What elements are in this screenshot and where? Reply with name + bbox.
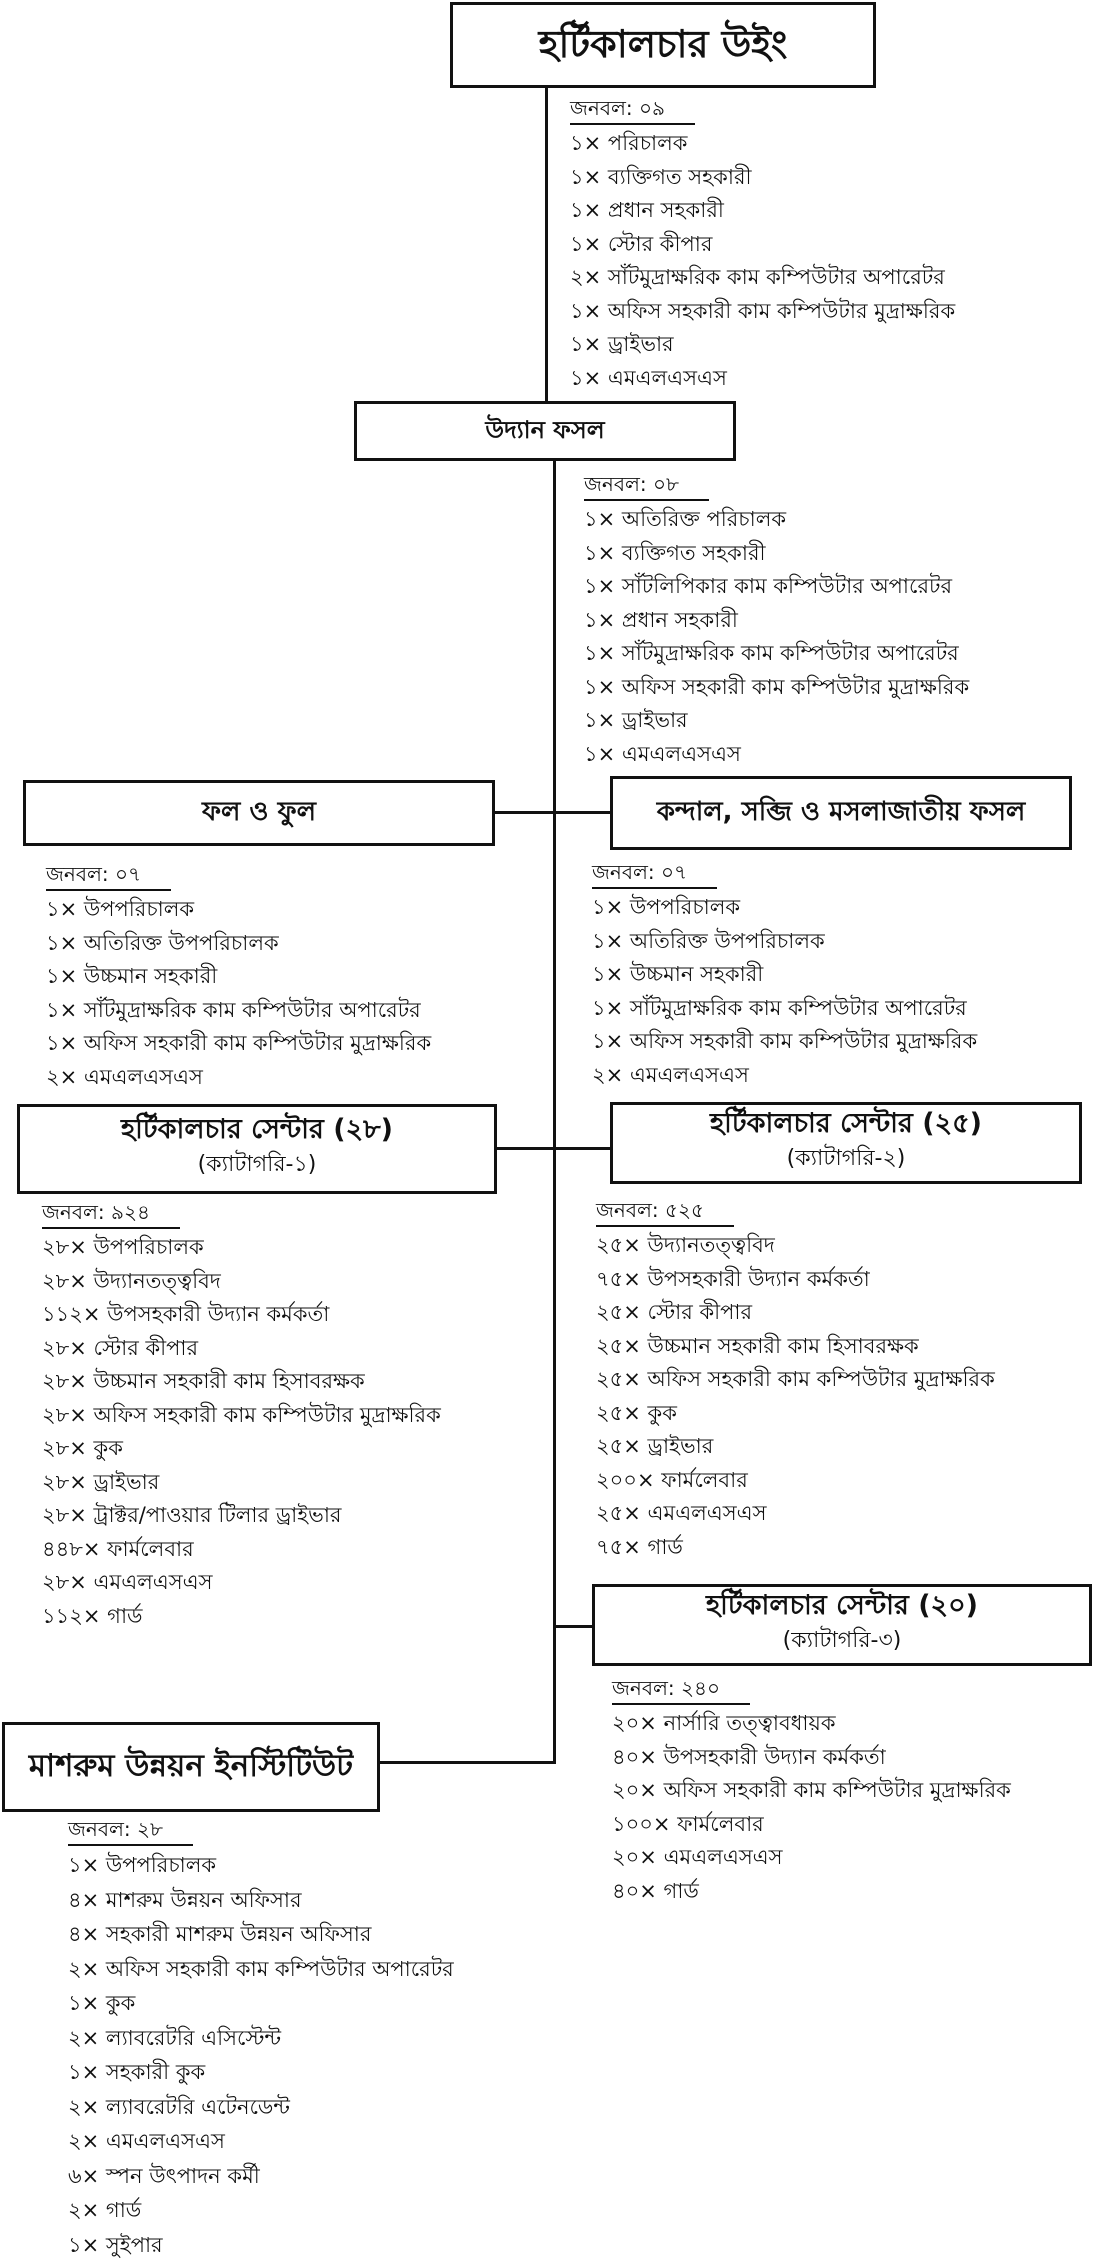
list-item: ২৫× উচ্চমান সহকারী কাম হিসাবরক্ষক [596, 1333, 919, 1358]
list-item: ২৫× অফিস সহকারী কাম কম্পিউটার মুদ্রাক্ষরিক [596, 1367, 995, 1391]
udyan-box [354, 401, 736, 461]
list-item: ২৫× স্টোর কীপার [596, 1300, 753, 1324]
fruit-title: ফল ও ফুল [202, 797, 316, 828]
list-item: ১× সহকারী কুক [68, 2060, 206, 2084]
list-item: ১০০× ফার্মলেবার [612, 1811, 764, 1836]
list-item: ৭৫× উপসহকারী উদ্যান কর্মকর্তা [596, 1266, 870, 1291]
hc20-box [592, 1584, 1092, 1666]
list-item: ১× কুক [68, 1991, 136, 2015]
list-item: ২৮× এমএলএসএস [42, 1570, 213, 1594]
mushroom-staff-label: জনবল: ২৮ [68, 1814, 193, 1846]
list-item: ২× এমএলএসএস [592, 1062, 749, 1087]
list-item: ২০০× ফার্মলেবার [596, 1467, 748, 1492]
udyan-staff-list [584, 468, 969, 771]
list-item: ২০× এমএলএসএস [612, 1845, 783, 1869]
list-item: ১× উপপরিচালক [68, 1853, 217, 1877]
connector-hc20 [553, 1625, 593, 1628]
fruit-staff-list [46, 858, 431, 1094]
connector-mushroom [378, 1761, 556, 1764]
list-item: ১× অফিস সহকারী কাম কম্পিউটার মুদ্রাক্ষরিক [592, 1029, 978, 1053]
list-item: ৪× সহকারী মাশরুম উন্নয়ন অফিসার [68, 1922, 372, 1946]
list-item: ১× সাঁটমুদ্রাক্ষরিক কাম কম্পিউটার অপারেটর [584, 641, 959, 665]
hc20-subtitle: (ক্যাটাগরি-৩) [782, 1628, 902, 1654]
list-item: ১× ব্যক্তিগত সহকারী [570, 164, 752, 189]
connector-fruit-tuber [492, 811, 612, 814]
list-item: ১× অতিরিক্ত উপপরিচালক [46, 930, 279, 955]
hc20-title: হর্টিকালচার সেন্টার (২০) [705, 1589, 978, 1621]
list-item: ১× ড্রাইভার [584, 708, 688, 732]
root-title: হর্টিকালচার উইং [538, 22, 788, 67]
list-item: ২০× অফিস সহকারী কাম কম্পিউটার মুদ্রাক্ষরিক [612, 1778, 1011, 1802]
list-item: ১× ব্যক্তিগত সহকারী [584, 540, 766, 565]
list-item: ২৮× উদ্যানতত্ত্ববিদ [42, 1268, 221, 1293]
root-staff-label: জনবল: ০৯ [570, 93, 695, 125]
hc20-staff-label: জনবল: ২৪০ [612, 1673, 750, 1705]
list-item: ১× এমএলএসএস [570, 365, 727, 390]
list-item: ১× অতিরিক্ত উপপরিচালক [592, 928, 825, 953]
list-item: ২× গার্ড [68, 2198, 142, 2222]
list-item: ৪০× উপসহকারী উদ্যান কর্মকর্তা [612, 1744, 886, 1769]
list-item: ২৮× ড্রাইভার [42, 1469, 160, 1494]
list-item: ১× সাঁটলিপিকার কাম কম্পিউটার অপারেটর [584, 574, 953, 598]
list-item: ৪× মাশরুম উন্নয়ন অফিসার [68, 1887, 302, 1912]
list-item: ১× অফিস সহকারী কাম কম্পিউটার মুদ্রাক্ষরিক [46, 1031, 432, 1055]
udyan-staff-label: জনবল: ০৮ [584, 469, 709, 501]
hc25-staff-label: জনবল: ৫২৫ [596, 1195, 734, 1227]
list-item: ২× এমএলএসএস [46, 1064, 203, 1089]
list-item: ২৮× উচ্চমান সহকারী কাম হিসাবরক্ষক [42, 1369, 365, 1393]
udyan-title: উদ্যান ফসল [485, 416, 605, 445]
list-item: ২× এমএলএসএস [68, 2129, 225, 2153]
mushroom-title: মাশরুম উন্নয়ন ইনস্টিটিউট [28, 1748, 354, 1785]
hc20-staff-list [612, 1672, 1011, 1908]
list-item: ১× সাঁটমুদ্রাক্ষরিক কাম কম্পিউটার অপারেটর [46, 997, 421, 1022]
mushroom-box [2, 1722, 380, 1812]
list-item: ১× উপপরিচালক [46, 897, 195, 921]
list-item: ১× এমএলএসএস [584, 741, 741, 766]
list-item: ২× ল্যাবরেটরি এটেনডেন্ট [68, 2094, 290, 2119]
list-item: ২৫× কুক [596, 1400, 677, 1425]
hc28-staff-label: জনবল: ৯২৪ [42, 1197, 180, 1229]
hc25-subtitle: (ক্যাটাগরি-২) [786, 1146, 906, 1172]
list-item: ২৮× স্টোর কীপার [42, 1335, 199, 1360]
root-staff-list [570, 92, 955, 395]
list-item: ২৫× উদ্যানতত্ত্ববিদ [596, 1233, 775, 1257]
hc28-box [17, 1104, 497, 1194]
list-item: ১× প্রধান সহকারী [570, 198, 724, 222]
list-item: ১× অফিস সহকারী কাম কম্পিউটার মুদ্রাক্ষরিক [570, 298, 956, 323]
connector-root-trunk [545, 64, 548, 406]
fruit-box [23, 780, 495, 846]
list-item: ১× প্রধান সহকারী [584, 607, 738, 632]
list-item: ২৮× কুক [42, 1436, 123, 1460]
list-item: ১× উচ্চমান সহকারী [592, 962, 764, 986]
list-item: ২৫× ড্রাইভার [596, 1434, 714, 1458]
list-item: ১× উপপরিচালক [592, 895, 741, 919]
list-item: ৭৫× গার্ড [596, 1534, 683, 1559]
mushroom-staff-list [68, 1812, 454, 2262]
list-item: ২০× নার্সারি তত্ত্বাবধায়ক [612, 1711, 836, 1735]
hc25-title: হর্টিকালচার সেন্টার (২৫) [710, 1107, 982, 1139]
connector-main-trunk [553, 458, 556, 1763]
list-item: ২× অফিস সহকারী কাম কম্পিউটার অপারেটর [68, 1956, 454, 1981]
list-item: ১× পরিচালক [570, 131, 688, 155]
hc28-title: হর্টিকালচার সেন্টার (২৮) [121, 1113, 393, 1145]
list-item: ২৮× ট্রাক্টর/পাওয়ার টিলার ড্রাইভার [42, 1503, 342, 1527]
list-item: ১× উচ্চমান সহকারী [46, 964, 218, 988]
list-item: ৪৪৮× ফার্মলেবার [42, 1536, 194, 1561]
list-item: ২× ল্যাবরেটরি এসিস্টেন্ট [68, 2025, 281, 2050]
root-box [450, 2, 876, 88]
connector-hc28-hc25 [496, 1147, 612, 1150]
tuber-box [610, 776, 1072, 850]
list-item: ৪০× গার্ড [612, 1878, 699, 1903]
list-item: ১× সুইপার [68, 2232, 163, 2257]
list-item: ১× স্টোর কীপার [570, 231, 713, 256]
list-item: ১১২× গার্ড [42, 1603, 143, 1628]
hc28-subtitle: (ক্যাটাগরি-১) [197, 1152, 317, 1178]
tuber-staff-label: জনবল: ০৭ [592, 857, 717, 889]
tuber-staff-list [592, 856, 977, 1092]
list-item: ২৫× এমএলএসএস [596, 1501, 767, 1525]
list-item: ১× অতিরিক্ত পরিচালক [584, 507, 787, 531]
list-item: ৬× স্পন উৎপাদন কর্মী [68, 2163, 260, 2188]
fruit-staff-label: জনবল: ০৭ [46, 859, 171, 891]
hc25-staff-list [596, 1194, 995, 1564]
hc25-box [610, 1102, 1082, 1184]
list-item: ১× অফিস সহকারী কাম কম্পিউটার মুদ্রাক্ষরিক [584, 674, 970, 699]
tuber-title: কন্দাল, সব্জি ও মসলাজাতীয় ফসল [656, 797, 1026, 828]
hc28-staff-list [42, 1196, 441, 1633]
list-item: ২× সাঁটমুদ্রাক্ষরিক কাম কম্পিউটার অপারেটর [570, 265, 945, 289]
list-item: ১১২× উপসহকারী উদ্যান কর্মকর্তা [42, 1302, 330, 1326]
list-item: ২৮× অফিস সহকারী কাম কম্পিউটার মুদ্রাক্ষরিক [42, 1402, 441, 1427]
list-item: ২৮× উপপরিচালক [42, 1235, 204, 1259]
list-item: ১× ড্রাইভার [570, 332, 674, 356]
list-item: ১× সাঁটমুদ্রাক্ষরিক কাম কম্পিউটার অপারেটর [592, 995, 967, 1020]
